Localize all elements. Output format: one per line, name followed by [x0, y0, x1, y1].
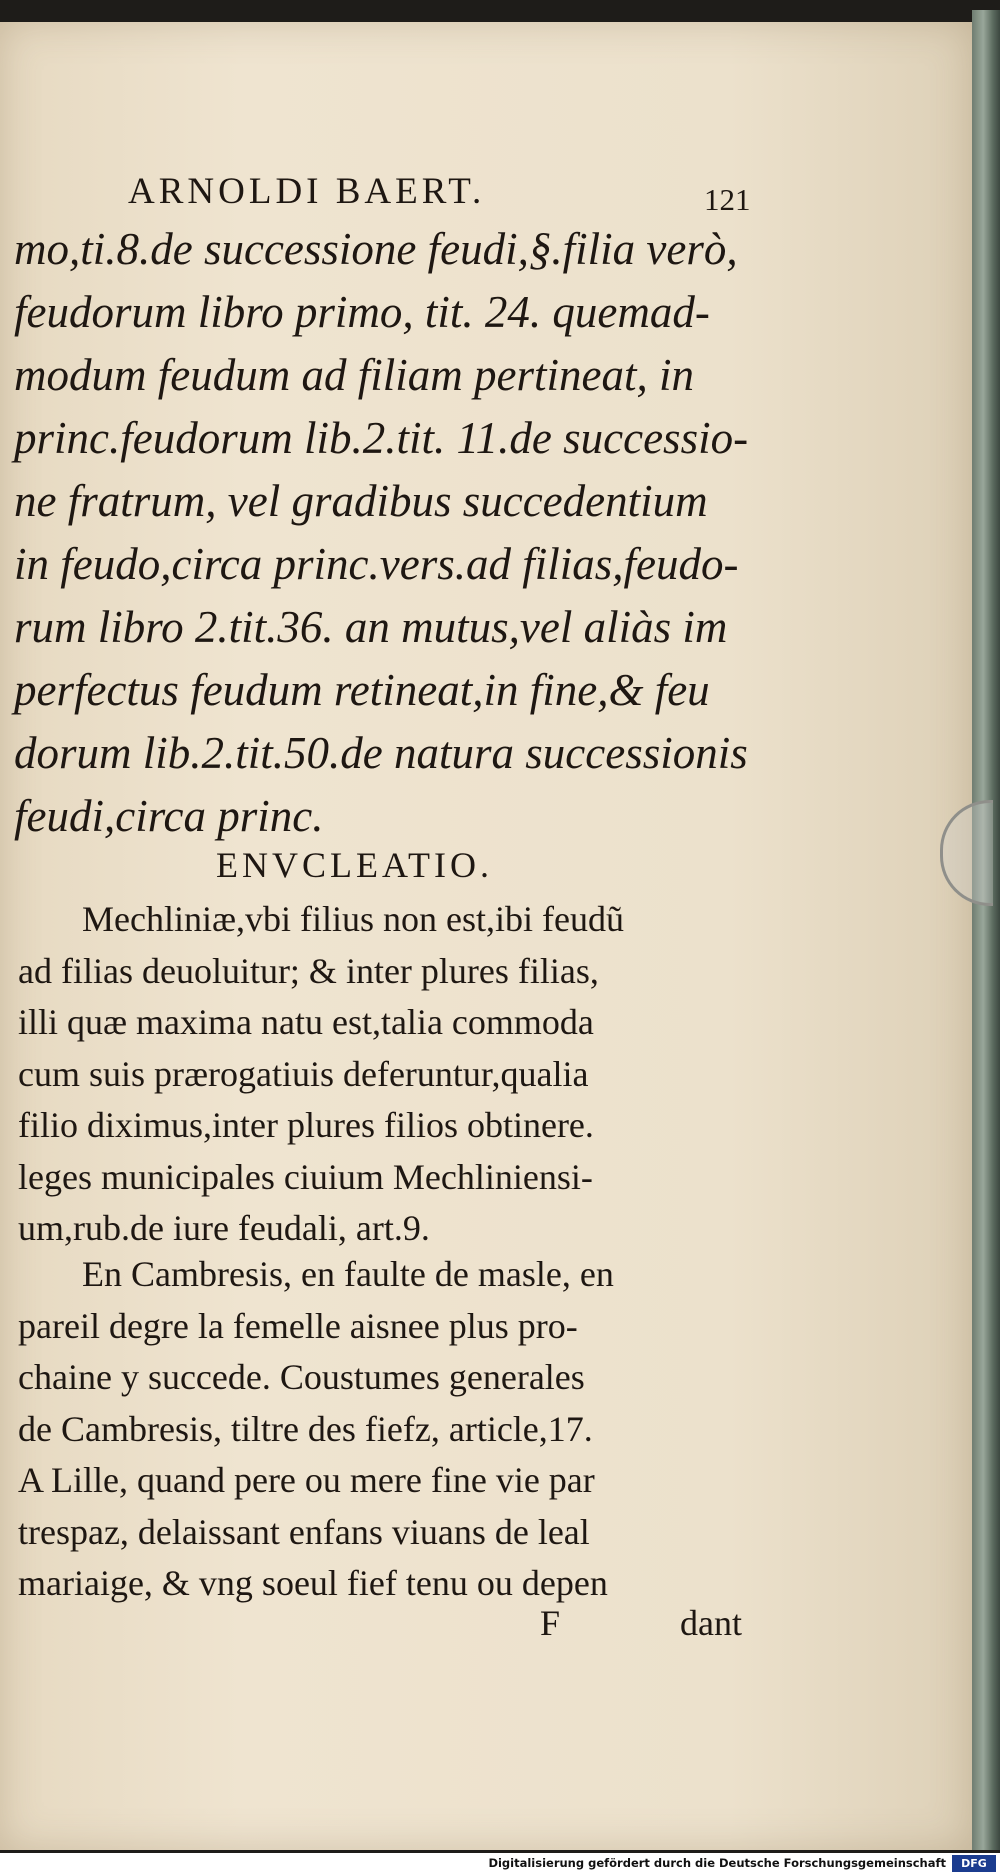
dfg-logo: DFG: [952, 1855, 996, 1872]
text-line: Mechliniæ,vbi filius non est,ibi feudũ: [82, 899, 624, 939]
page-edge: [972, 10, 1000, 1850]
text-line: chaine y succede. Coustumes generales: [18, 1357, 585, 1397]
text-line: mo,ti.8.de successione feudi,§.filia verò,: [14, 224, 738, 274]
text-line: pareil degre la femelle aisnee plus pro-: [18, 1305, 578, 1346]
footer-credit: Digitalisierung gefördert durch die Deutsche Forschungsgemeinschaft: [488, 1856, 946, 1870]
text-line: En Cambresis, en faulte de masle, en: [82, 1254, 614, 1294]
running-header: ARNOLDI BAERT.: [128, 171, 486, 212]
paragraph-cambresis: [18, 1249, 788, 1610]
section-heading: ENVCLEATIO.: [216, 845, 493, 885]
text-line: trespaz, delaissant enfans viuans de leal: [18, 1511, 590, 1552]
catchword: dant: [680, 1603, 742, 1643]
text-line: mariaige, & vng soeul fief tenu ou depen: [18, 1563, 608, 1603]
signature-mark: F: [540, 1603, 561, 1643]
book-page: [0, 22, 972, 1850]
page-number: 121: [704, 182, 751, 217]
footer-bar: [0, 1853, 1000, 1875]
text-line: in feudo,circa princ.vers.ad filias,feudo-: [14, 539, 739, 589]
text-line: ad filias deuoluitur; & inter plures filias,: [18, 950, 599, 991]
text-line: feudorum libro primo, tit. 24. quemad-: [14, 287, 710, 337]
paragraph-mechliniae: [18, 894, 788, 1255]
text-line: filio diximus,inter plures filios obtinere.: [18, 1105, 594, 1145]
text-line: perfectus feudum retineat,in fine,& feu: [14, 665, 710, 715]
text-line: modum feudum ad filiam pertineat, in: [14, 350, 694, 400]
text-line: rum libro 2.tit.36. an mutus,vel aliàs im: [14, 602, 728, 652]
text-line: dorum lib.2.tit.50.de natura successionis: [14, 728, 748, 778]
text-line: um,rub.de iure feudali, art.9.: [18, 1208, 430, 1248]
text-line: ne fratrum, vel gradibus succedentium: [14, 476, 708, 526]
text-line: princ.feudorum lib.2.tit. 11.de successio-: [14, 413, 749, 463]
latin-citation-block: [14, 218, 774, 848]
text-line: de Cambresis, tiltre des fiefz, article,17.: [18, 1408, 593, 1449]
text-line: feudi,circa princ.: [14, 791, 324, 841]
text-line: leges municipales ciuium Mechliniensi-: [18, 1156, 593, 1197]
text-line: illi quæ maxima natu est,talia commoda: [18, 1002, 594, 1042]
text-line: A Lille, quand pere ou mere fine vie par: [18, 1460, 595, 1500]
text-line: cum suis prærogatiuis deferuntur,qualia: [18, 1053, 589, 1094]
